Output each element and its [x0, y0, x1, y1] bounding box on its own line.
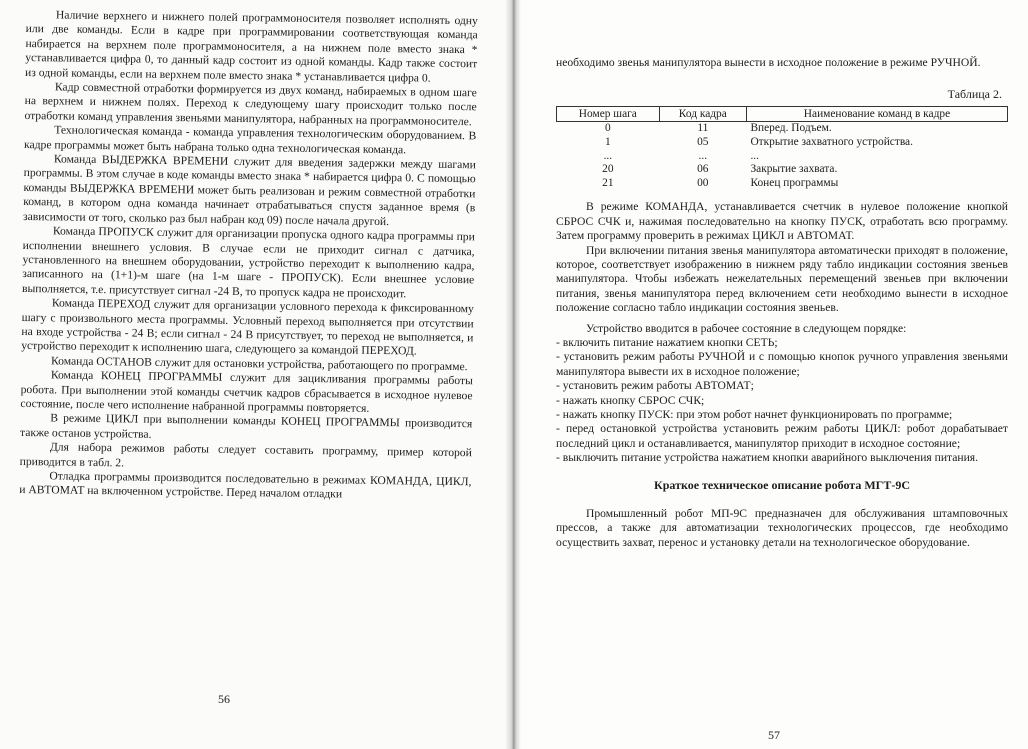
- list-item: - перед остановкой устройства установить режим работы ЦИКЛ: робот дорабатывает последний цикл и останавливается, манипулятор приходит в исходное состояние;: [556, 422, 1008, 450]
- section-paragraph: Промышленный робот МП-9С предназначен для обслуживания штамповочных прессов, а также для автоматизации технологических процессов, где необходимо осуществить захват, перенос и установку детали на технологическое оборудование.: [556, 506, 1008, 549]
- table-row: [557, 122, 1008, 136]
- cell-code: ...: [698, 149, 708, 162]
- list-item: - нажать кнопку ПУСК: при этом робот начнет функционировать по программе;: [556, 408, 953, 422]
- paragraph: Кадр совместной отработки формируется из двух команд, набираемых в одном шаге на верхнем и нижнем полях. Переход к следующему шагу происходит только после отработки команд управления звеньями манипулятора, набранных на программоносителе.: [24, 80, 477, 129]
- cell-step: ...: [603, 149, 613, 162]
- cell-code: 11: [697, 122, 709, 135]
- list-item: - установить режим работы РУЧНОЙ и с помощью кнопок ручного управления звеньями манипулятора вывести их в исходное положение;: [556, 350, 1008, 378]
- page-number-right: 57: [768, 728, 780, 742]
- paragraph: Технологическая команда - команда управления технологическим оборудованием. В кадре программы может быть набрана только одна технологическая команда.: [24, 123, 477, 156]
- table-header-row: [557, 107, 1008, 122]
- paragraph: Отладка программы производится последовательно в режимах КОМАНДА, ЦИКЛ, и АВТОМАТ на включенном устройстве. Перед началом отладки: [19, 469, 472, 501]
- cell-code: 00: [697, 176, 709, 189]
- paragraph: Устройство вводится в рабочее состояние в следующем порядке:: [586, 321, 907, 335]
- left-page: [0, 0, 512, 749]
- paragraph: Команда ОСТАНОВ служит для остановки устройства, работающего по программе.: [50, 354, 468, 373]
- cell-code: 06: [697, 163, 709, 176]
- cell-name: Конец программы: [750, 176, 839, 189]
- header-step: Номер шага: [557, 107, 660, 122]
- header-code: Код кадра: [659, 107, 746, 122]
- right-page: [516, 0, 1028, 749]
- book-gutter: [505, 0, 521, 749]
- cell-name: Закрытие захвата.: [750, 163, 838, 176]
- paragraph: Наличие верхнего и нижнего полей программоносителя позволяет исполнять одну или две команды. Если в кадре при программировании соответствующая команда набирается на верхнем поле программоносителя, а на нижнем поле вместо знака * устанавливается цифра 0, то данный кадр состоит из одной команды. Кадр также состоит из одной команды, если на верхнем поле вместо знака * устанавливается цифра 0.: [25, 8, 478, 85]
- cell-step: 0: [604, 122, 611, 135]
- table-row: [557, 177, 1008, 191]
- paragraph: При включении питания звенья манипулятора автоматически приходят в положение, которое, соответствует изображению в нижнем ряду табло индикации состояния звеньев манипулятора. Чтобы избежать нежелательных перемещений звеньев при включении питания, звенья манипулятора перед включением сети необходимо вынести в исходное положение согласно табло индикации состояния звеньев.: [556, 243, 1008, 315]
- paragraph: Команда ПРОПУСК служит для организации пропуска одного кадра программы при исполнении внешнего условия. В случае если не приходит сигнал с датчика, установленного на внешнем оборудовании, устройство переходит к выполнению кадра, записанного на (1+1)-м шаге (на 1-м шаге - ПРОПУСК). Если внешнее условие выполняется, т.е. присутствует сигнал -24 В, то пропуск кадра не происходит.: [21, 224, 475, 301]
- paragraph: Команда ВЫДЕРЖКА ВРЕМЕНИ служит для введения задержки между шагами программы. В этом случае в коде команды вместо знака * набирается цифра 0. С помощью команды ВЫДЕРЖКА ВРЕМЕНИ может быть реализован и режим совместной отработки команд, в котором одна команда начинает отрабатываться спустя заданное время (в зависимости от того, сколько раз был набран код 09) после начала другой.: [23, 152, 476, 228]
- left-page-body: [19, 8, 478, 504]
- paragraph: Для набора режимов работы следует составить программу, пример которой приводится в табл. 2.: [19, 440, 472, 470]
- table-row: [557, 150, 1008, 164]
- intro-paragraph: необходимо звенья манипулятора вынести в исходное положение в режиме РУЧНОЙ.: [556, 56, 981, 69]
- cell-code: 05: [697, 136, 709, 148]
- cell-name: ...: [750, 149, 759, 162]
- list-item: - нажать кнопку СБРОС СЧК;: [556, 393, 705, 407]
- header-name: Наименование команд в кадре: [746, 107, 1007, 122]
- table-row: [557, 136, 1008, 150]
- right-page-body: [556, 56, 1008, 550]
- list-item: - включить питание нажатием кнопки СЕТЬ;: [556, 336, 778, 350]
- cell-name: Открытие захватного устройства.: [750, 136, 913, 148]
- paragraph: В режиме КОМАНДА, устанавливается счетчик в нулевое положение кнопкой СБРОС СЧК и, нажимая последовательно на кнопку ПУСК, отработать всю программу. Затем программу проверить в режимах ЦИКЛ и АВТОМАТ.: [556, 200, 1008, 243]
- table-caption: Таблица 2.: [947, 87, 1002, 102]
- table-row: [557, 163, 1008, 177]
- program-table: [556, 106, 1008, 190]
- paragraph: Команда КОНЕЦ ПРОГРАММЫ служит для зацикливания программы работы робота. При выполнении этой команды счетчик кадров сбрасывается в исходное нулевое состояние, после чего исполнение набранной программы повторяется.: [20, 368, 473, 415]
- cell-step: 20: [602, 163, 614, 176]
- paragraph: Команда ПЕРЕХОД служит для организации условного перехода к фиксированному шагу с произвольного места программы. Условный переход выполняется при отсутствии на входе устройства - 24 В; если сигнал - 24 В присутствует, то переход не выполняется, и устройство переходит к исполнению шага, следующего за командой ПЕРЕХОД.: [21, 296, 474, 358]
- list-item: - установить режим работы АВТОМАТ;: [556, 379, 754, 393]
- cell-step: 1: [604, 136, 611, 148]
- cell-name: Вперед. Подъем.: [750, 122, 832, 135]
- list-item: - выключить питание устройства нажатием кнопки аварийного выключения питания.: [556, 451, 979, 465]
- paragraph: В режиме ЦИКЛ при выполнении команды КОНЕЦ ПРОГРАММЫ производится также останов устройства.: [19, 411, 473, 441]
- section-title: Краткое техническое описание робота МГТ-9С: [654, 477, 910, 492]
- cell-step: 21: [602, 176, 614, 189]
- page-number-left: 56: [218, 692, 230, 706]
